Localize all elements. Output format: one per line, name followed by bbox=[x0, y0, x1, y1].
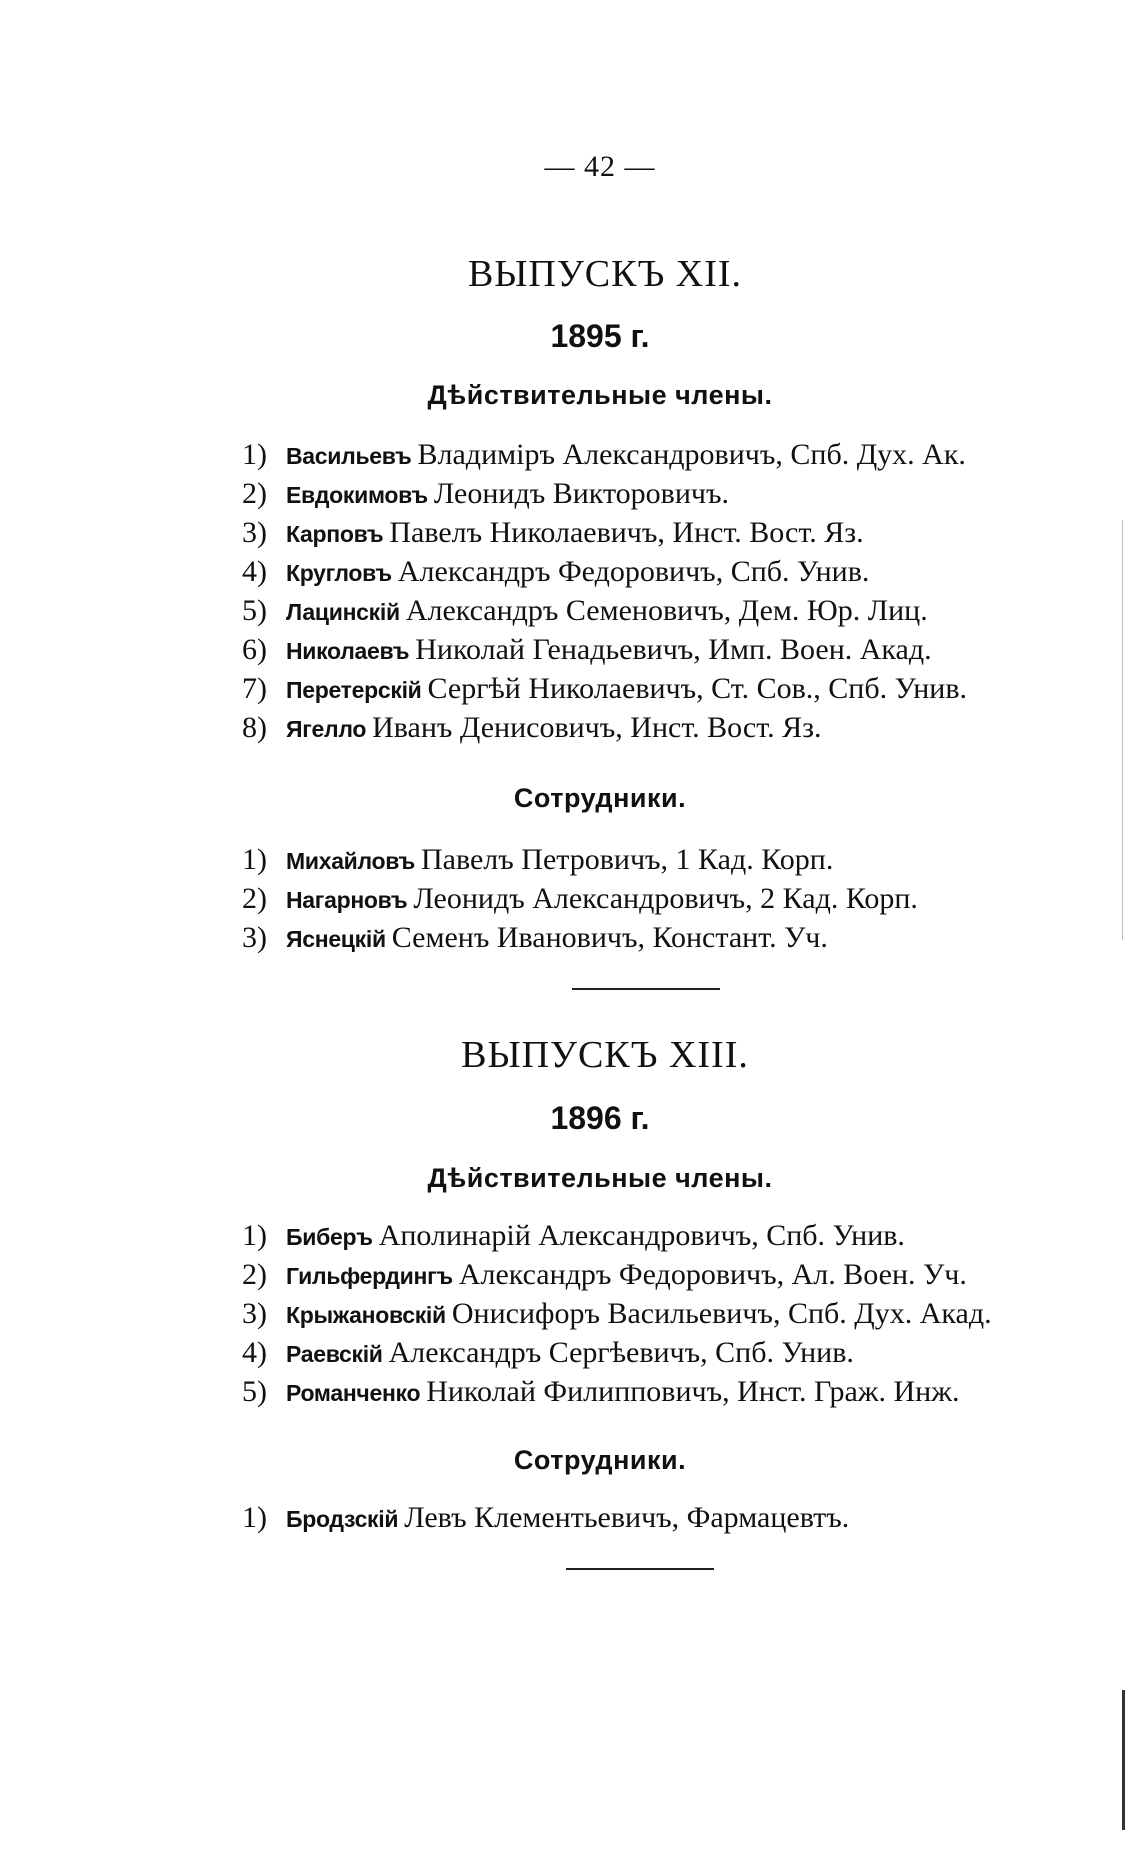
entry-surname: Романченко bbox=[286, 1380, 421, 1406]
entry-number: 1) bbox=[242, 438, 267, 471]
entry-details: Александръ Семеновичъ, Дем. Юр. Лиц. bbox=[405, 594, 928, 627]
entry-number: 1) bbox=[242, 1219, 267, 1252]
entry-surname: Биберъ bbox=[286, 1224, 373, 1250]
issue-year: 1895 г. bbox=[550, 318, 650, 354]
section-heading: Сотрудники. bbox=[513, 783, 687, 813]
issue-title: ВЫПУСКЪ XII. bbox=[467, 253, 743, 295]
section-heading: Дѣйствительные члены. bbox=[427, 1163, 773, 1193]
entry-surname: Раевскій bbox=[286, 1341, 383, 1367]
entry-number: 3) bbox=[242, 921, 267, 954]
scan-edge-mark bbox=[1122, 520, 1123, 940]
entry-details: Леонидъ Александровичъ, 2 Кад. Корп. bbox=[413, 882, 918, 915]
list-item bbox=[242, 552, 1102, 591]
entry-surname: Нагарновъ bbox=[286, 887, 408, 913]
section-divider bbox=[572, 988, 720, 990]
list-item bbox=[242, 1294, 1102, 1333]
entry-number: 6) bbox=[242, 633, 267, 666]
entry-surname: Карповъ bbox=[286, 521, 384, 547]
list-item bbox=[242, 474, 1102, 513]
entry-details: Павелъ Николаевичъ, Инст. Вост. Яз. bbox=[389, 516, 864, 549]
entry-number: 1) bbox=[242, 843, 267, 876]
list-item bbox=[242, 591, 1102, 630]
entry-number: 2) bbox=[242, 1258, 267, 1291]
entry-number: 1) bbox=[242, 1501, 267, 1534]
section-divider bbox=[566, 1568, 714, 1570]
entry-details: Павелъ Петровичъ, 1 Кад. Корп. bbox=[421, 843, 834, 876]
entry-details: Александръ Сергѣевичъ, Спб. Унив. bbox=[388, 1336, 854, 1369]
entry-surname: Бродзскій bbox=[286, 1506, 399, 1532]
entry-details: Левъ Клементьевичъ, Фармацевтъ. bbox=[404, 1501, 850, 1534]
list-item bbox=[242, 708, 1102, 747]
entry-details: Онисифоръ Васильевичъ, Спб. Дух. Акад. bbox=[451, 1297, 992, 1330]
list-item bbox=[242, 630, 1102, 669]
entry-surname: Михайловъ bbox=[286, 848, 416, 874]
list-item bbox=[242, 1216, 1102, 1255]
entry-surname: Кругловъ bbox=[286, 560, 392, 586]
list-item bbox=[242, 513, 1102, 552]
members-list bbox=[242, 1216, 1102, 1411]
entry-details: Александръ Федоровичъ, Спб. Унив. bbox=[397, 555, 870, 588]
page-number: — 42 — bbox=[544, 150, 656, 183]
list-item bbox=[242, 435, 1102, 474]
entry-details: Аполинарій Александровичъ, Спб. Унив. bbox=[378, 1219, 905, 1252]
entry-surname: Яснецкій bbox=[286, 926, 386, 952]
issue-year: 1896 г. bbox=[550, 1100, 650, 1136]
list-item bbox=[242, 669, 1102, 708]
entry-surname: Евдокимовъ bbox=[286, 482, 428, 508]
issue-title: ВЫПУСКЪ XIII. bbox=[461, 1034, 749, 1076]
scan-edge-mark bbox=[1122, 1690, 1125, 1830]
entry-surname: Николаевъ bbox=[286, 638, 410, 664]
entry-number: 5) bbox=[242, 1375, 267, 1408]
entry-number: 4) bbox=[242, 555, 267, 588]
entry-number: 5) bbox=[242, 594, 267, 627]
entry-surname: Перетерскій bbox=[286, 677, 422, 703]
entry-details: Владиміръ Александровичъ, Спб. Дух. Ак. bbox=[417, 438, 966, 471]
list-item bbox=[242, 1333, 1102, 1372]
list-item bbox=[242, 1255, 1102, 1294]
entry-details: Сергѣй Николаевичъ, Ст. Сов., Спб. Унив. bbox=[427, 672, 967, 705]
entry-details: Николай Филипповичъ, Инст. Граж. Инж. bbox=[426, 1375, 960, 1408]
entry-number: 4) bbox=[242, 1336, 267, 1369]
collaborators-list bbox=[242, 840, 1102, 957]
entry-details: Николай Генадьевичъ, Имп. Воен. Акад. bbox=[415, 633, 932, 666]
members-list bbox=[242, 435, 1102, 747]
entry-number: 3) bbox=[242, 516, 267, 549]
section-heading: Дѣйствительные члены. bbox=[427, 380, 773, 410]
list-item bbox=[242, 840, 1102, 879]
entry-surname: Ягелло bbox=[286, 716, 367, 742]
section-heading: Сотрудники. bbox=[513, 1445, 687, 1475]
collaborators-list bbox=[242, 1498, 1102, 1537]
entry-surname: Крыжановскій bbox=[286, 1302, 446, 1328]
entry-surname: Гильфердингъ bbox=[286, 1263, 453, 1289]
entry-number: 7) bbox=[242, 672, 267, 705]
entry-surname: Васильевъ bbox=[286, 443, 412, 469]
list-item bbox=[242, 1498, 1102, 1537]
list-item bbox=[242, 1372, 1102, 1411]
list-item bbox=[242, 879, 1102, 918]
entry-details: Семенъ Ивановичъ, Констант. Уч. bbox=[391, 921, 828, 954]
entry-details: Иванъ Денисовичъ, Инст. Вост. Яз. bbox=[372, 711, 822, 744]
entry-number: 2) bbox=[242, 882, 267, 915]
entry-surname: Лацинскій bbox=[286, 599, 400, 625]
entry-number: 2) bbox=[242, 477, 267, 510]
entry-number: 3) bbox=[242, 1297, 267, 1330]
entry-details: Леонидъ Викторовичъ. bbox=[433, 477, 729, 510]
list-item bbox=[242, 918, 1102, 957]
entry-details: Александръ Федоровичъ, Ал. Воен. Уч. bbox=[458, 1258, 967, 1291]
entry-number: 8) bbox=[242, 711, 267, 744]
